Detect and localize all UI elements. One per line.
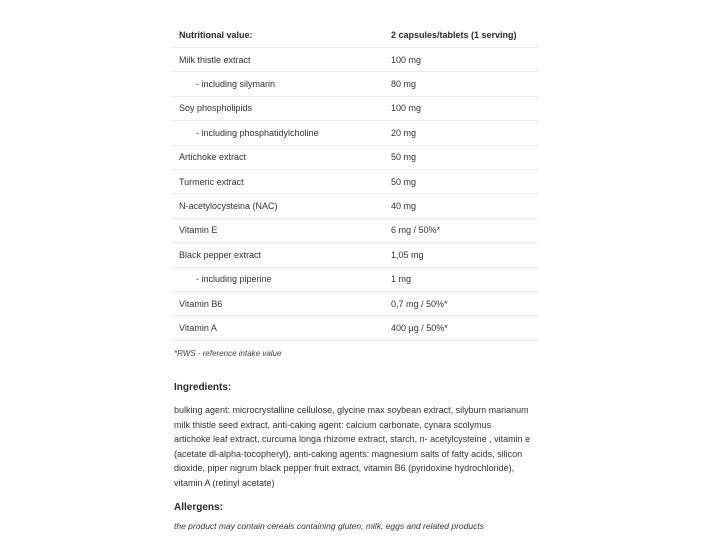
row-name: Black pepper extract xyxy=(172,243,384,267)
row-value: 100 mg xyxy=(384,48,538,72)
row-name: - including piperine xyxy=(172,267,384,291)
row-name: Vitamin B6 xyxy=(172,291,384,315)
table-row xyxy=(172,169,538,193)
allergens-text: the product may contain cereals containing gluten, milk, eggs and related products xyxy=(174,521,484,531)
ingredients-line: (acetate dl-alpha-tocopheryl), anti-caking agents: magnesium salts of fatty acids, silicon xyxy=(174,448,523,459)
nutrition-table xyxy=(172,22,538,341)
row-value: 400 µg / 50%* xyxy=(384,316,538,340)
ingredients-text xyxy=(174,403,554,490)
row-value: 50 mg xyxy=(384,145,538,169)
table-row xyxy=(172,267,538,291)
ingredients-line: vitamin A (retinyl acetate) xyxy=(174,477,275,488)
table-row xyxy=(172,121,538,145)
row-value: 50 mg xyxy=(384,169,538,193)
table-row xyxy=(172,243,538,267)
row-value: 1,05 mg xyxy=(384,243,538,267)
allergens-heading: Allergens: xyxy=(174,502,223,513)
row-value: 80 mg xyxy=(384,72,538,96)
row-value: 1 mg xyxy=(384,267,538,291)
row-name: Vitamin E xyxy=(172,218,384,242)
table-row xyxy=(172,218,538,242)
row-name: Turmeric extract xyxy=(172,169,384,193)
table-row xyxy=(172,72,538,96)
row-name: - including phosphatidylcholine xyxy=(172,121,384,145)
ingredients-heading: Ingredients: xyxy=(174,382,232,393)
row-value: 100 mg xyxy=(384,96,538,120)
row-value: 0,7 mg / 50%* xyxy=(384,291,538,315)
ingredients-line: artichoke leaf extract, curcuma longa rhizome extract, starch, n- acetylcysteine , vitamin e xyxy=(174,434,531,444)
ingredients-line: dioxide, piper nigrum black pepper fruit extract, vitamin B6 (pyridoxine hydrochloride), xyxy=(174,463,515,473)
header-serving: 2 capsules/tablets (1 serving) xyxy=(384,22,538,48)
table-row xyxy=(172,194,538,218)
row-name: Artichoke extract xyxy=(172,145,384,169)
row-name: Vitamin A xyxy=(172,316,384,340)
footnote-rws: *RWS - reference intake value xyxy=(174,349,282,358)
table-row xyxy=(172,316,538,340)
row-value: 20 mg xyxy=(384,121,538,145)
table-row xyxy=(172,145,538,169)
row-value: 6 mg / 50%* xyxy=(384,218,538,242)
row-value: 40 mg xyxy=(384,194,538,218)
ingredients-line: milk thistle seed extract, anti-caking agent: calcium carbonate, cynara scolymus xyxy=(174,419,492,430)
row-name: - including silymarin xyxy=(172,72,384,96)
ingredients-line: bulking agent: microcrystalline cellulose, glycine max soybean extract, silybum marianum xyxy=(174,405,529,415)
header-nutritional-value: Nutritional value: xyxy=(172,22,384,48)
table-row xyxy=(172,291,538,315)
row-name: N-acetylocysteina (NAC) xyxy=(172,194,384,218)
table-header-row xyxy=(172,22,538,48)
row-name: Milk thistle extract xyxy=(172,48,384,72)
table-row xyxy=(172,48,538,72)
table-row xyxy=(172,96,538,120)
row-name: Soy phospholipids xyxy=(172,96,384,120)
